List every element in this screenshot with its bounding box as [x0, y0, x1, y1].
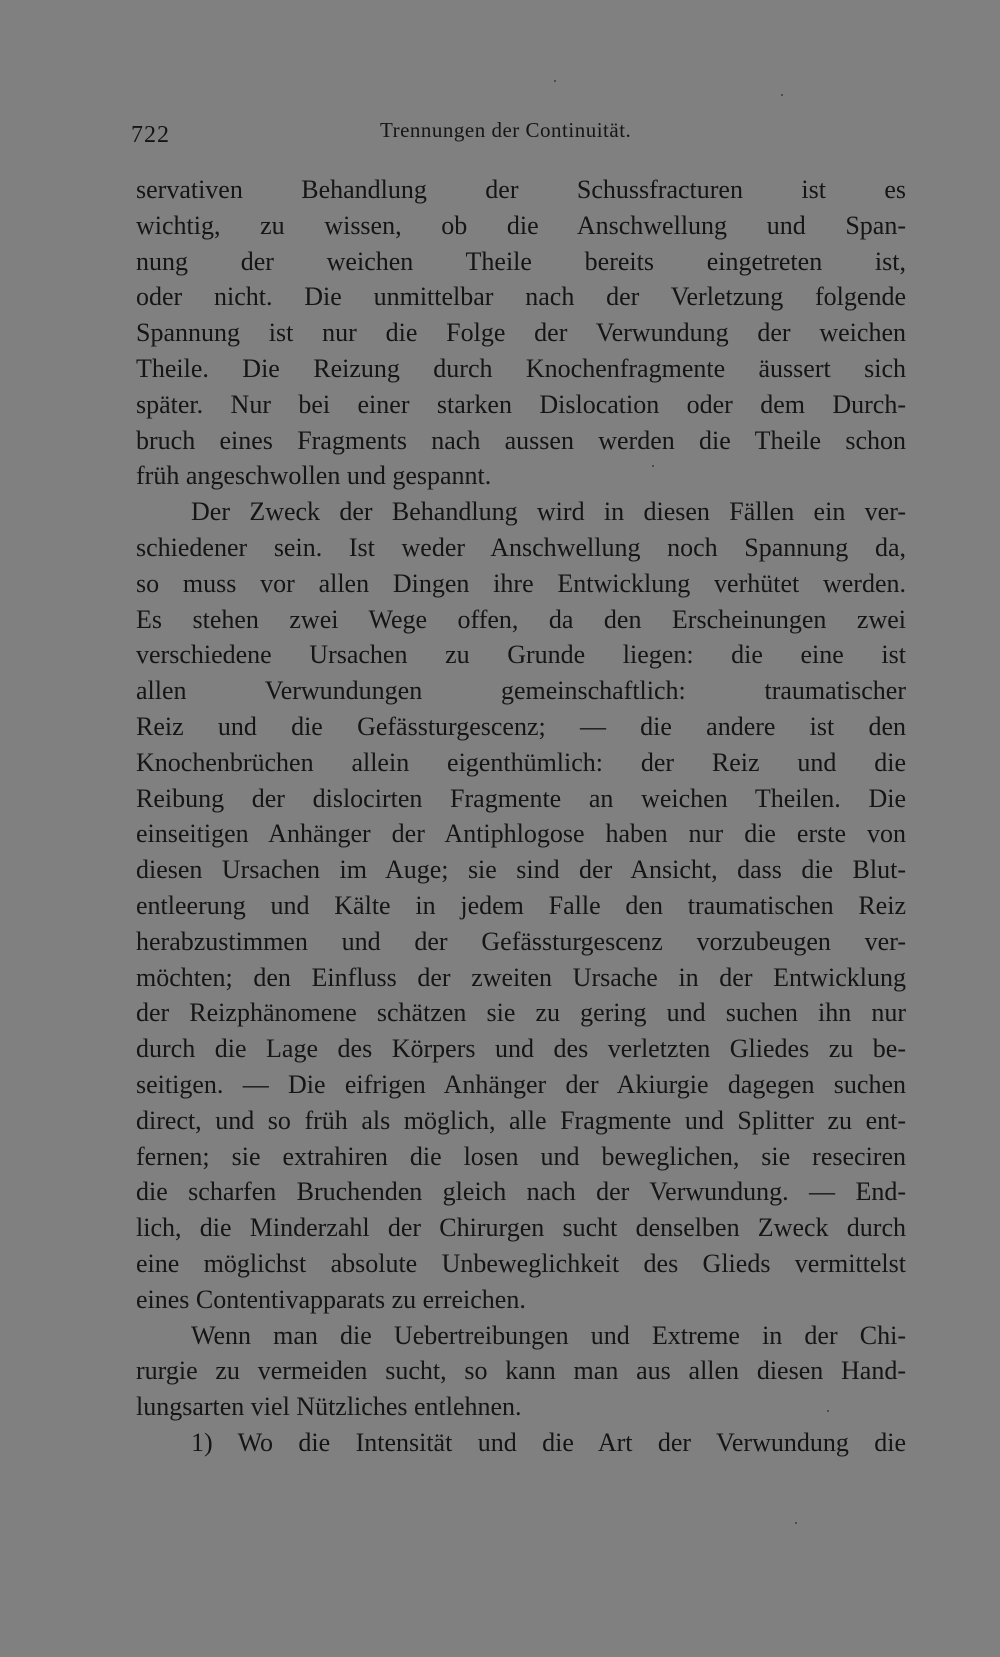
text-line: Wenn man die Uebertreibungen und Extreme in der Chi- — [191, 1320, 906, 1350]
text-line: die scharfen Bruchenden gleich nach der Verwundung. — End- — [136, 1177, 906, 1207]
body-text — [136, 172, 906, 1461]
scan-speck — [652, 465, 654, 467]
page-header — [131, 118, 909, 154]
text-line: Spannung ist nur die Folge der Verwundung der weichen — [136, 318, 906, 348]
text-line: schiedener sein. Ist weder Anschwellung noch Spannung da, — [136, 532, 906, 562]
text-line: rurgie zu vermeiden sucht, so kann man aus allen diesen Hand- — [136, 1356, 906, 1386]
text-line: Theile. Die Reizung durch Knochenfragmente äussert sich — [136, 353, 906, 383]
text-line: möchten; den Einfluss der zweiten Ursache in der Entwicklung — [136, 962, 906, 992]
text-line: nung der weichen Theile bereits eingetreten ist, — [136, 246, 906, 276]
scan-speck — [795, 1522, 797, 1524]
text-line: entleerung und Kälte in jedem Falle den traumatischen Reiz — [136, 890, 906, 920]
text-line: früh angeschwollen und gespannt. — [136, 461, 492, 491]
running-title: Trennungen der Continuität. — [380, 118, 632, 142]
scan-speck — [781, 94, 783, 96]
text-line: der Reizphänomene schätzen sie zu gering und suchen ihn nur — [136, 998, 906, 1028]
page-number: 722 — [131, 122, 170, 148]
text-line: durch die Lage des Körpers und des verletzten Gliedes zu be- — [136, 1034, 906, 1064]
text-line: fernen; sie extrahiren die losen und beweglichen, sie reseciren — [136, 1141, 906, 1171]
text-line: direct, und so früh als möglich, alle Fragmente und Splitter zu ent- — [136, 1105, 906, 1135]
text-line: Reiz und die Gefässturgescenz; — die andere ist den — [136, 711, 906, 741]
text-line: oder nicht. Die unmittelbar nach der Verletzung folgende — [136, 282, 906, 312]
text-line: Knochenbrüchen allein eigenthümlich: der Reiz und die — [136, 747, 906, 777]
text-line: eine möglichst absolute Unbeweglichkeit des Glieds vermittelst — [136, 1248, 906, 1278]
text-line: seitigen. — Die eifrigen Anhänger der Akiurgie dagegen suchen — [136, 1069, 906, 1099]
text-line: lungsarten viel Nützliches entlehnen. — [136, 1392, 522, 1422]
text-line: Es stehen zwei Wege offen, da den Erscheinungen zwei — [136, 604, 906, 634]
text-line: allen Verwundungen gemeinschaftlich: traumatischer — [136, 676, 906, 706]
text-line: einseitigen Anhänger der Antiphlogose haben nur die erste von — [136, 819, 906, 849]
text-line: später. Nur bei einer starken Dislocation oder dem Durch- — [136, 389, 906, 419]
text-line: 1) Wo die Intensität und die Art der Verwundung die — [191, 1427, 906, 1457]
text-line: bruch eines Fragments nach aussen werden die Theile schon — [136, 425, 906, 455]
text-line: servativen Behandlung der Schussfracturen ist es — [136, 175, 906, 204]
text-line: wichtig, zu wissen, ob die Anschwellung und Span- — [136, 210, 906, 240]
text-line: so muss vor allen Dingen ihre Entwicklung verhütet werden. — [136, 568, 906, 598]
scan-speck — [554, 80, 556, 82]
text-line: Der Zweck der Behandlung wird in diesen Fällen ein ver- — [191, 497, 906, 527]
text-line: verschiedene Ursachen zu Grunde liegen: die eine ist — [136, 640, 906, 670]
text-line: herabzustimmen und der Gefässturgescenz vorzubeugen ver- — [136, 926, 906, 956]
text-line: lich, die Minderzahl der Chirurgen sucht denselben Zweck durch — [136, 1213, 906, 1243]
text-line: eines Contentivapparats zu erreichen. — [136, 1284, 526, 1314]
text-line: Reibung der dislocirten Fragmente an weichen Theilen. Die — [136, 783, 906, 813]
scan-speck — [827, 1410, 829, 1412]
text-line: diesen Ursachen im Auge; sie sind der Ansicht, dass die Blut- — [136, 855, 906, 885]
